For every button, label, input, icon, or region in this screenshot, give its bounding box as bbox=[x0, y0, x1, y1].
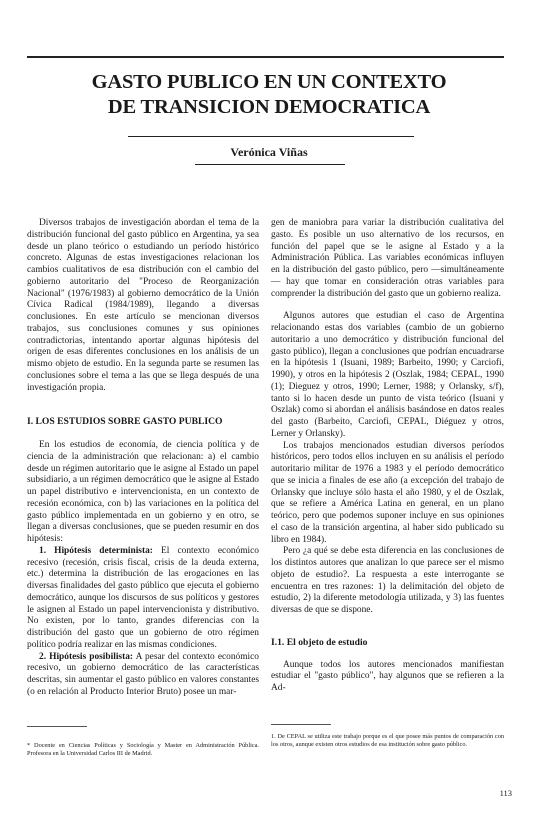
top-rule bbox=[27, 56, 504, 58]
section-heading-gasto-publico: I. LOS ESTUDIOS SOBRE GASTO PUBLICO bbox=[27, 416, 223, 428]
author-name: Verónica Viñas bbox=[230, 145, 308, 159]
hypothesis-1-text: El contexto económico recesivo (recesión, crisis fiscal, crisis de la deuda externa, etc.) determina la distribución de las erogaciones en las diversas finalidades del gasto público que ejecuta el gobierno democrático, aunque los discursos de sus políticos y gestores le asignen al Estado un papel intervencionista y distributivo. No existen, por lo tanto, grandes diferencias con la distribución del gasto que un gobierno de otro régimen político podría realizar en las mismas condiciones. bbox=[27, 545, 259, 650]
page-number: 113 bbox=[499, 788, 512, 798]
section2-paragraph: Aunque todos los autores mencionados manifiestan estudiar el "gasto público", hay algunos que se refieren a la Ad- bbox=[271, 659, 504, 693]
intro-paragraph: Diversos trabajos de investigación abordan el tema de la distribución funcional del gasto público en Argentina, ya sea desde un plano teórico o estudiando un período histórico concreto. Algunas de estas investigaciones relacionan los cambios cualitativos de esa distribución con el cambio del gobierno autoritario del "Proceso de Reorganización Nacional" (1976/1983) al gobierno democrático de la Unión Cívica Radical (1984/1989), llegando a diversas conclusiones. En este artículo se mencionan diversos trabajos, sus conclusiones comunes y sus opiniones contradictorias, intentando aportar algunas hipótesis del origen de esas diferentes conclusiones en los análisis de un mismo objeto de estudio. En la segunda parte se resumen las conclusiones sobre el tema a las que se llega después de una investigación propia. bbox=[27, 218, 259, 393]
footnote-rule-left bbox=[27, 726, 87, 727]
footnote-rule-right bbox=[271, 724, 331, 725]
left-column bbox=[27, 218, 259, 699]
title-line-1: GASTO PUBLICO EN UN CONTEXTO bbox=[91, 71, 447, 93]
hypothesis-2-label: 2. Hipótesis posibilista: bbox=[39, 651, 134, 662]
hypothesis-2-paragraph bbox=[27, 652, 259, 699]
title-line-2: DE TRANSICION DEMOCRATICA bbox=[107, 96, 431, 118]
right-paragraph-3: Los trabajos mencionados estudian diversos períodos históricos, pero todos ellos incluyen en su análisis el período autoritario militar de 1976 a 1983 y el período democrático que se inicia a finales de ese año (a excepción del trabajo de Orlansky que incluye sólo hasta el año 1980, y el de Oszlak, que se refiere a América Latina en general, en un plano teórico, pero que podemos suponer incluye en sus opiniones el caso de la transición argentina, al haber sido publicado su libro en 1984). bbox=[271, 440, 504, 545]
author-rule bbox=[195, 164, 345, 165]
hypothesis-2-text: A pesar del contexto económico recesivo, un gobierno democrático de las características descritas, sin aumentar el gasto público en valores constantes (o en relación al Producto Interior Bruto) posee un mar- bbox=[27, 651, 259, 697]
section1-paragraph: En los estudios de economía, de ciencia política y de ciencia de la administración que relacionan: a) el cambio desde un régimen autoritario que le asigne al Estado un papel subsidiario, a un régimen democrático que le asigne al Estado un papel distributivo e intervencionista, en un contexto de recesión económica, con b) las variaciones en la política del gasto público implementada en un gobierno y en otro, se llegan a diversas conclusiones, que se pueden resumir en dos hipótesis: bbox=[27, 440, 259, 544]
footnote-cepal: 1. De CEPAL se utiliza este trabajo porque es el que posee más puntos de comparación con los otros, aunque existen otros estudios de esa institución sobre gasto público. bbox=[271, 733, 504, 748]
right-paragraph-4: Pero ¿a qué se debe esta diferencia en las conclusiones de los distintos autores que analizan lo que parece ser el mismo objeto de estudio?. La respuesta a este interrogante se encuentra en tres razones: 1) la delimitación del objeto de estudio, 2) la diferente metodología utilizada, y 3) las fuentes diversas de que se dispone. bbox=[271, 546, 504, 615]
right-paragraph-2: Algunos autores que estudian el caso de Argentina relacionando estas dos variables (cambio de un gobierno autoritario a uno democrático y distribución funcional del gasto público), llegan a conclusiones que podrían encuadrarse en la hipótesis 1 (Isuani, 1989; Barbeito, 1990; y Carciofi, 1990), y otros en la hipótesis 2 (Oszlak, 1984; CEPAL, 1990 (1); Dieguez y otros, 1990; Lerner, 1988; y Orlansky, s/f), tanto si lo hacen desde un punto de vista teórico (Isuani y Oszlak) como si abordan el análisis basándose en datos reales del gasto (Barbeito, Carciofi, CEPAL, Diéguez y otros, Lerner y Orlansky). bbox=[271, 311, 504, 439]
section-heading-objeto-de-estudio: I.1. El objeto de estudio bbox=[271, 636, 368, 648]
right-column bbox=[271, 218, 504, 695]
hypothesis-1-paragraph bbox=[27, 546, 259, 652]
title-rule bbox=[128, 136, 414, 137]
right-paragraph-1: gen de maniobra para variar la distribución cualitativa del gasto. Es posible un uso alternativo de los recursos, en función del papel que se le asigne al Estado y a la Administración Pública. Las variables económicas influyen en la distribución del gasto público, pero —simultáneamente— hay que tomar en consideración otras variables para comprender la distribución del gasto que un gobierno realiza. bbox=[271, 218, 504, 299]
article-title bbox=[0, 70, 538, 120]
footnote-author: * Docente en Ciencias Políticas y Sociología y Master en Administración Pública. Profesora en la Universidad Carlos III de Madrid. bbox=[27, 742, 259, 757]
hypothesis-1-label: 1. Hipótesis determinista: bbox=[39, 545, 153, 556]
